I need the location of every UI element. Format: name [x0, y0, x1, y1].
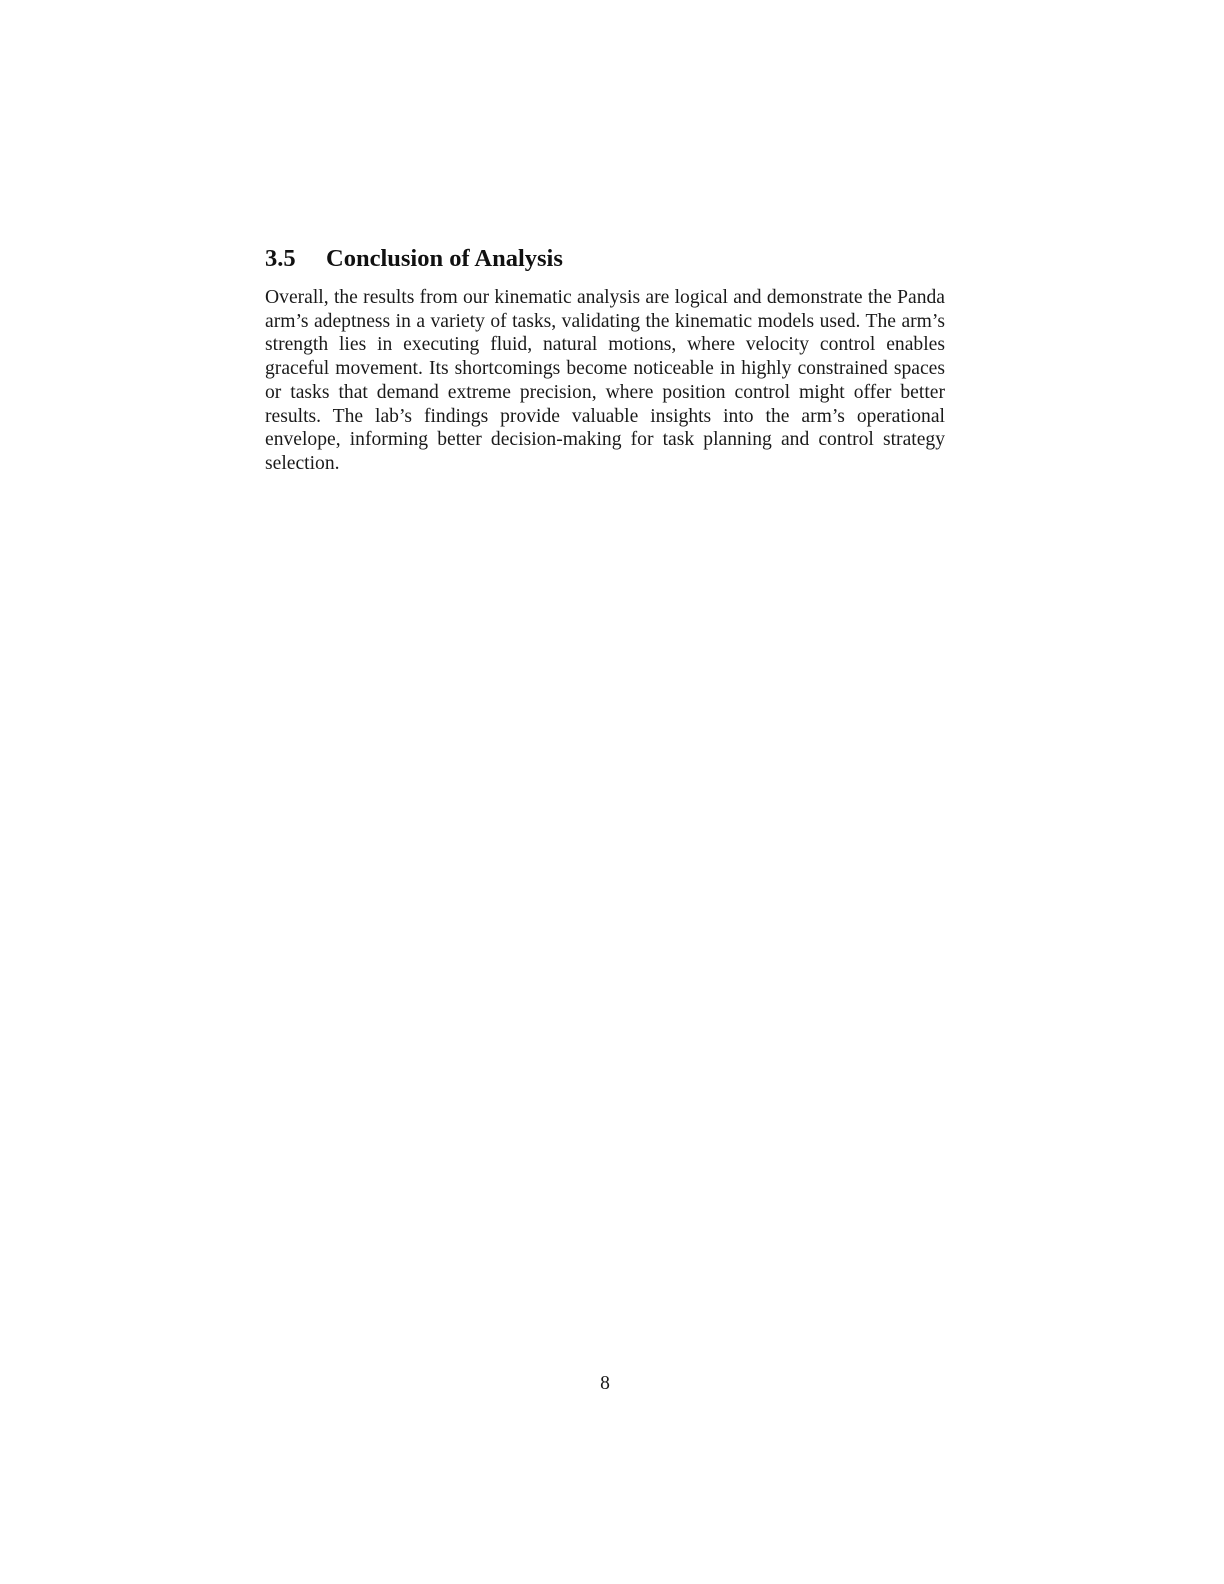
section-number: 3.5	[265, 245, 296, 272]
section-heading	[265, 244, 945, 274]
section-title: Conclusion of Analysis	[326, 245, 563, 272]
section-conclusion-of-analysis	[265, 244, 945, 476]
page-number: 8	[600, 1373, 610, 1394]
body-paragraph: Overall, the results from our kinematic analysis are logical and demonstrate the Panda arm’s adeptness in a variety of tasks, validating the kinematic models used. The arm’s strength lies in executing fluid, natural motions, where velocity control enables graceful movement. Its shortcomings become noticeable in highly constrained spaces or tasks that demand extreme precision, where position control might offer better results. The lab’s findings provide valuable insights into the arm’s operational envelope, informing better decision-making for task planning and control strategy selection.	[265, 287, 945, 474]
